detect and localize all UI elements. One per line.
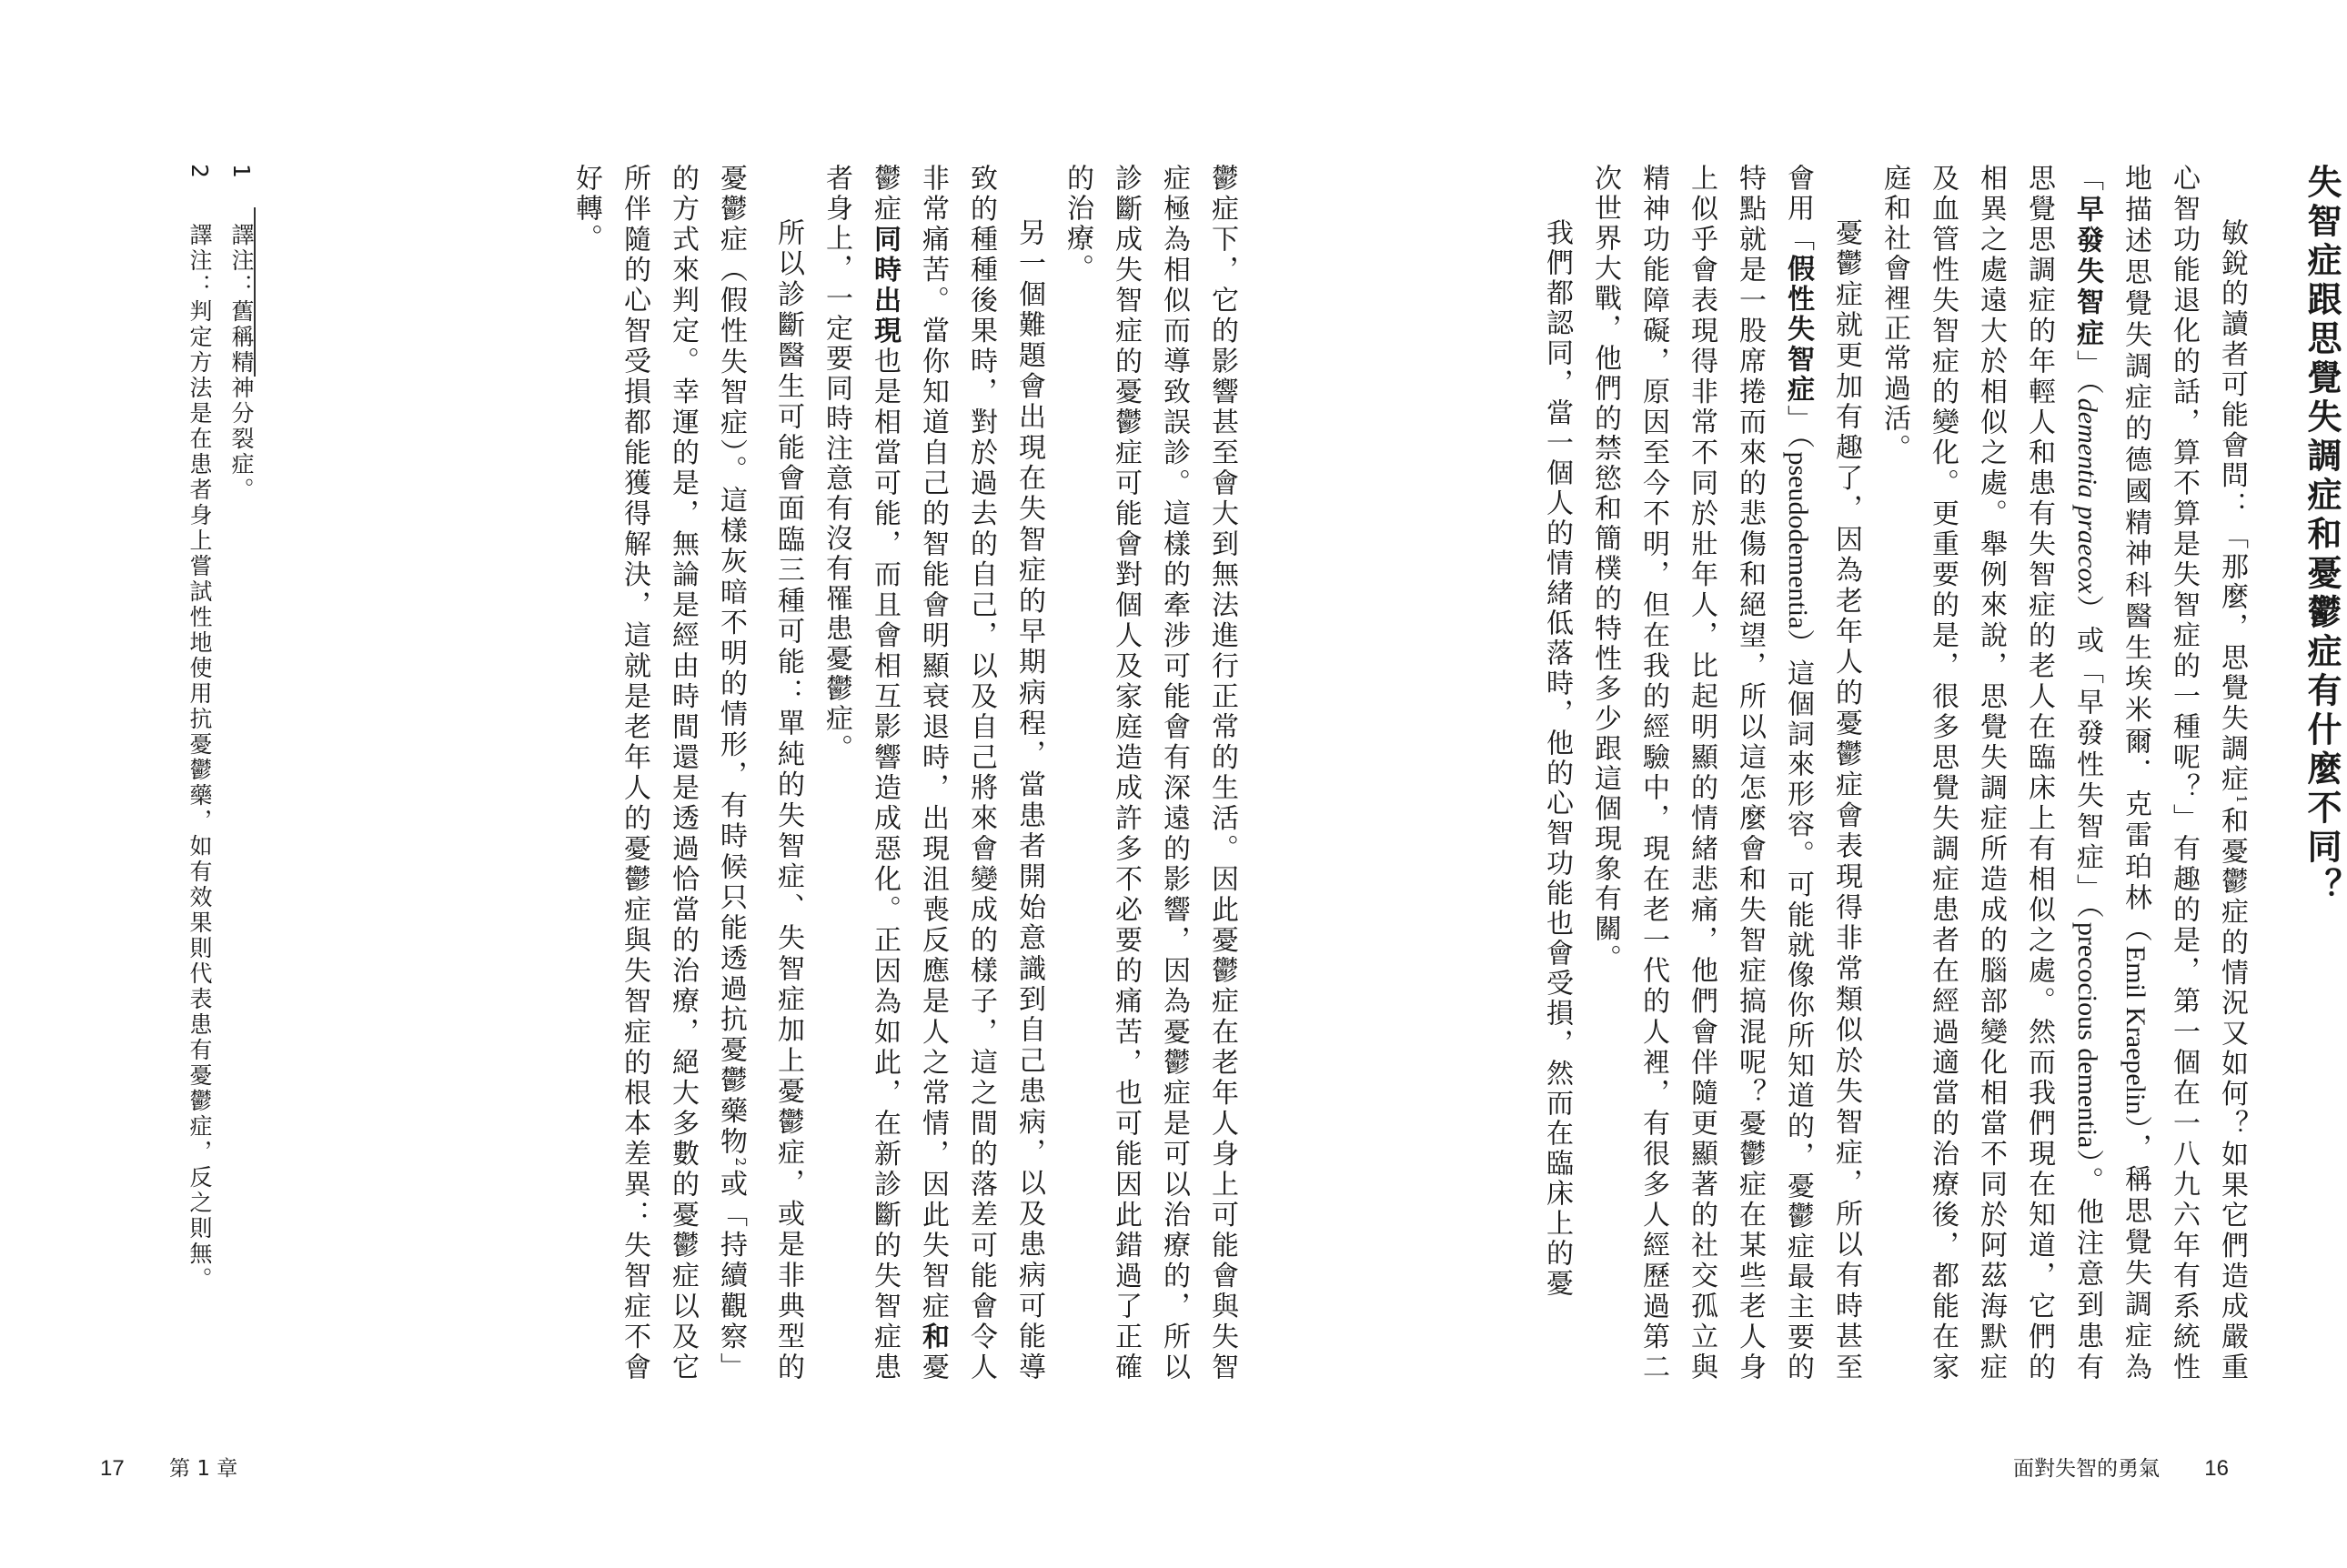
text-run: ），稱思覺失調症為「 (2071, 164, 2151, 1382)
english-term: pseudodementia (1783, 451, 1813, 629)
paragraph-depression (1581, 164, 1870, 1382)
footnote-number: 2 (186, 164, 213, 181)
footnote-text: 譯注：判定方法是在患者身上嘗試性地使用抗憂鬱藥，如有效果則代表患有憂鬱症，反之則無。 (186, 222, 213, 1292)
text-run: ）或「早發性失智症」（ (2071, 593, 2103, 922)
bold-word-and: 和 (917, 1322, 949, 1353)
footnote-text: 譯注：舊稱精神分裂症。 (228, 222, 255, 503)
text-run: 所以診斷醫生可能會面臨三種可能：單純的失智症、失智症加上憂鬱症，或是非典型的憂鬱症（假性失智症）。這樣灰暗不明的情形，有時候只能透過抗憂鬱藥物 (715, 164, 804, 1382)
right-page-text (1405, 164, 2347, 1382)
english-name: Emil Kraepelin (2120, 945, 2151, 1115)
text-run: ）。他注意到患有思覺思調症的年輕人和患有失智症的老人在臨床上有相似之處。然而我們現在知道，它們的相異之處遠大於相似之處。舉例來說，思覺失調症所造成的腦部變化相當不同於阿茲海默症及血管性失智症的變化。更重要的是，很多思覺失調症患者在經過適當的治療後，都能在家庭和社會裡正常過活。 (1879, 164, 2103, 1383)
footnote-ref-1: 1 (2233, 794, 2250, 807)
bold-term-co-occur: 同時出現 (869, 225, 901, 347)
book-title: 面對失智的勇氣 (2012, 1457, 2160, 1481)
page-number-right: 16 (2204, 1456, 2229, 1481)
page-number-left: 17 (100, 1456, 125, 1481)
right-page-footer (2013, 1452, 2229, 1482)
text-run: 和憂鬱症的情況又如何？如果它們造成嚴重心智功能退化的話，算不算是失智症的一種呢？」有趣的是，第一個在一八九六年有系統性地描述思覺失調症的德國精神科醫生埃米爾．克雷珀林（ (2120, 164, 2248, 1383)
paragraph-diagnosis (562, 164, 812, 1382)
footnote-1 (220, 164, 262, 1382)
text-run: 憂鬱症 (869, 164, 949, 1383)
text-run: ）這個詞來形容。可能就像你所知道的，憂鬱症最主要的特點就是一股席捲而來的悲傷和絕望，所以這怎麼會和失智症搞混呢？憂鬱症在某些老人身上似乎會表現得非常不同於壯年人，比起明顯的情緒悲痛，他們會伴隨更顯著的社交孤立與精神功能障礙，原因至今不明，但在我的經驗中，現在老一代的人裡，有很多人經歷過第二次世界大戰，他們的禁慾和簡樸的特性多少跟這個現象有關。 (1589, 164, 1814, 1383)
text-run: 或「持續觀察」的方式來判定。幸運的是，無論是經由時間還是透過恰當的治療，絕大多數的憂鬱症以及它所伴隨的心智受損都能獲得解決，這就是老年人的憂鬱症與失智症的根本差異：失智症不會好轉。 (570, 164, 747, 1383)
section-title: 失智症跟思覺失調症和憂鬱症有什麼不同？ (2302, 164, 2342, 907)
paragraph-early-course (812, 164, 1053, 1382)
left-page-footer (100, 1452, 237, 1482)
footnotes (162, 164, 262, 1382)
text-run: 」（ (1782, 405, 1814, 452)
bold-term-pseudodementia: 假性失智症 (1782, 254, 1814, 406)
paragraph-schizophrenia (1870, 164, 2265, 1382)
text-run: 」（ (2071, 349, 2103, 398)
left-page-text (327, 164, 1246, 1382)
latin-term: dementia praecox (2072, 397, 2102, 594)
chapter-label: 第 1 章 (169, 1457, 238, 1481)
bold-term-early-dementia: 早發失智症 (2071, 195, 2103, 350)
text-run: 另一個難題會出現在失智症的早期病程，當患者開始意識到自己患病，以及患病可能導致的種種後果時，對於過去的自己，以及自己將來會變成的樣子，這之間的落差可能會令人非常痛苦。當你知道自己的智能會明顯衰退時，出現沮喪反應是人之常情，因此失智症 (917, 164, 1045, 1382)
paragraph-mood: 我們都認同，當一個人的情緒低落時，他的心智功能也會受損，然而在臨床上的憂 (1541, 218, 1573, 1299)
text-run: 敏銳的讀者可能會問：「那麼，思覺失調症 (2216, 218, 2248, 795)
english-term: precocious dementia (2072, 921, 2102, 1149)
footnote-2 (178, 164, 220, 1382)
footnote-ref-2: 2 (732, 1157, 749, 1170)
paragraph-continuation: 鬱症下，它的影響甚至會大到無法進行正常的生活。因此憂鬱症在老年人身上可能會與失智症極為相似而導致誤診。這樣的牽涉可能會有深遠的影響，因為憂鬱症是可以治療的，所以診斷成失智症的憂鬱症可能會對個人及家庭造成許多不必要的痛苦，也可能因此錯過了正確的治療。 (1062, 164, 1238, 1382)
text-run: 憂鬱症就更加有趣了，因為老年人的憂鬱症會表現得非常類似於失智症，所以有時甚至會用「 (1782, 164, 1862, 1382)
footnote-number: 1 (228, 164, 255, 181)
text-run: 也是相當可能，而且會相互影響造成惡化。正因為如此，在新診斷的失智症患者身上，一定要同時注意有沒有罹患憂鬱症。 (821, 164, 901, 1383)
